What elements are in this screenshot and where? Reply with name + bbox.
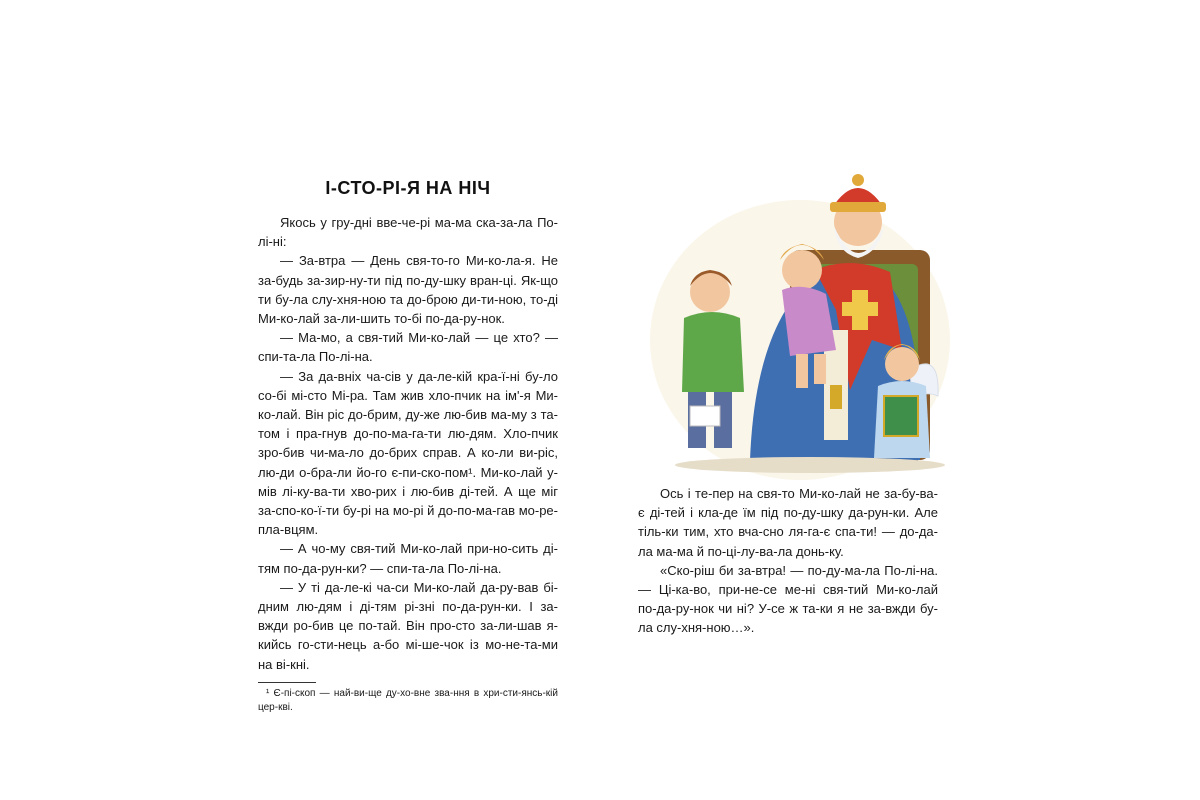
story-paragraph-7: Ось і те-пер на свя-то Ми-ко-лай не за-бу-ва-є ді-тей і кла-де їм під по-ду-шку да-рун-ки. Але тіль-ки тим, хто вча-сно ля-га-є спа-ти! — до-да-ла ма-ма й по-ці-лу-ва-ла донь-ку. — [638, 486, 938, 559]
footnote: ¹ Є-пі-скоп — най-ви-ще ду-хо-вне зва-ння в хри-сти-янсь-кій цер-кві. — [258, 687, 558, 713]
story-paragraph-4: — За да-вніх ча-сів у да-ле-кій кра-ї-ні бу-ло со-бі мі-сто Мі-ра. Там жив хло-пчик на ім'-я Ми-ко-лай. Він ріс до-брим, ду-же лю-бив ма-му з та-том і пра-гнув до-по-ма-га-ти лю-дям. Хло-пчик зро-бив чи-ма-ло до-брих справ. А ко-ли ви-ріс, лю-ди о-бра-ли йо-го є-пи-ско-пом¹. Ми-ко-лай у-мів лі-ку-ва-ти хво-рих і лю-бив ді-тей. А ще міг за-спо-ко-ї-ти бу-рі на мо-рі й до-по-ма-гав мо-ре-пла-вцям. — [258, 368, 558, 538]
story-paragraph-1: Якось у гру-дні вве-че-рі ма-ма ска-за-ла По-лі-ні: — [258, 215, 558, 250]
story-paragraph-2: — За-втра — День свя-то-го Ми-ко-ла-я. Не за-будь за-зир-ну-ти під по-ду-шку вран-ці. Як-що ти бу-ла слу-хня-ною та до-брою ди-ти-ною, то-ді Ми-ко-лай за-ли-шить то-бі по-да-ру-нок. — [258, 253, 558, 327]
saint-nicholas-with-children-icon — [640, 160, 950, 480]
saint-nicholas-illustration — [640, 160, 950, 480]
story-title: І-СТО-РІ-Я НА НІЧ — [325, 178, 491, 198]
footnote-divider — [258, 682, 316, 683]
left-page — [258, 178, 558, 715]
story-paragraph-3: — Ма-мо, а свя-тий Ми-ко-лай — це хто? — спи-та-ла По-лі-на. — [258, 330, 558, 365]
story-paragraph-8: «Ско-ріш би за-втра! — по-ду-ма-ла По-лі-на.— Ці-ка-во, при-не-се ме-ні свя-тий Ми-ко-лай по-да-ру-нок чи ні? У-се ж та-ки я не за-вжди бу-ла слу-хня-ною…». — [638, 562, 938, 636]
story-paragraph-6: — У ті да-ле-кі ча-си Ми-ко-лай да-ру-вав бі-дним лю-дям і ді-тям рі-зні по-да-рун-ки. І за-вжди ро-бив це по-тай. Він про-сто за-ли-шав я-кийсь го-сти-нець а-бо мі-ше-чок із мо-не-та-ми на ві-кні. — [258, 579, 558, 672]
story-paragraph-5: — А чо-му свя-тий Ми-ко-лай при-но-сить ді-тям по-да-рун-ки? — спи-та-ла По-лі-на. — [258, 541, 558, 576]
right-page — [638, 484, 938, 638]
